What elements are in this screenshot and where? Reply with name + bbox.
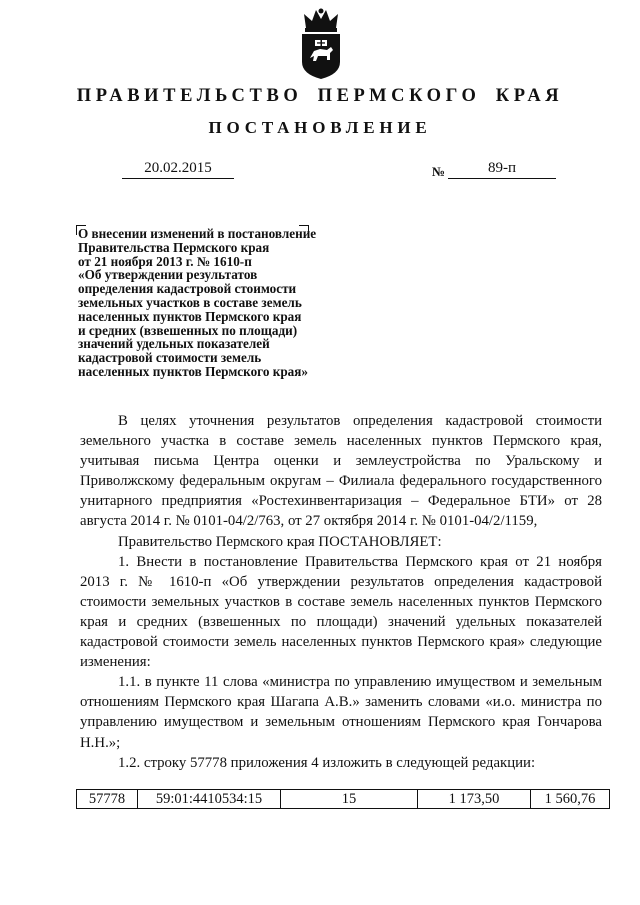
resolution-paragraph: Правительство Пермского края ПОСТАНОВЛЯЕТ: bbox=[118, 533, 442, 550]
subject-line: Правительства Пермского края bbox=[78, 239, 270, 255]
table-cell-row-number: 57778 bbox=[77, 790, 138, 809]
subject-line: «Об утверждении результатов bbox=[78, 267, 258, 283]
coat-of-arms-icon bbox=[296, 6, 346, 80]
decree-body bbox=[80, 411, 602, 773]
subject-line: населенных пунктов Пермского края bbox=[78, 308, 302, 324]
clause-1-1-paragraph: 1.1. в пункте 11 слова «министра по управлению имуществом и земельным отношениям Пермского края Шагапа А.В.» заменить словами «и.о. министра по управлению имуществом и земельным отношениям Пермского края Гончарова Н.Н.»; bbox=[80, 674, 602, 751]
table-cell-value-2: 1 560,76 bbox=[531, 790, 610, 809]
preamble-paragraph: В целях уточнения результатов определения кадастровой стоимости земельного участка в составе земель населенных пунктов Пермского края, учитывая письма Центра оценки и землеустройства по Уральскому и Приволжскому федеральным округам – Филиала федерального государственного унитарного предприятия «Ростехинвентаризация – Федеральное БТИ» от 28 августа 2014 г. № 0101-04/2/763, от 27 октября 2014 г. № 0101-04/2/1159, bbox=[80, 413, 602, 530]
decree-subject bbox=[78, 227, 368, 379]
subject-line: определения кадастровой стоимости bbox=[78, 281, 297, 297]
cadastral-table bbox=[76, 789, 610, 809]
subject-line: кадастровой стоимости земель bbox=[78, 350, 262, 366]
table-cell-cadastral-number: 59:01:4410534:15 bbox=[138, 790, 281, 809]
table-row bbox=[77, 790, 610, 809]
subject-line: земельных участков в составе земель bbox=[78, 294, 302, 310]
number-label: № bbox=[432, 164, 446, 179]
document-type: ПОСТАНОВЛЕНИЕ bbox=[208, 118, 432, 137]
subject-line: от 21 ноября 2013 г. № 1610-п bbox=[78, 253, 252, 269]
decree-date: 20.02.2015 bbox=[122, 160, 234, 179]
subject-line: и средних (взвешенных по площади) bbox=[78, 322, 298, 338]
decree-number: 89-п bbox=[448, 160, 556, 179]
table-cell-value-1: 1 173,50 bbox=[418, 790, 531, 809]
subject-line: населенных пунктов Пермского края» bbox=[78, 363, 308, 379]
government-title: ПРАВИТЕЛЬСТВО ПЕРМСКОГО КРАЯ bbox=[76, 86, 564, 106]
clause-1-paragraph: 1. Внести в постановление Правительства Пермского края от 21 ноября 2013 г. № 1610-п «Об утверждении результатов определения кадастровой стоимости земельных участков в составе земель населенных пунктов Пермского края и средних (взвешенных по площади) значений удельных показателей кадастровой стоимости земель населенных пунктов Пермского края» следующие изменения: bbox=[80, 553, 602, 671]
subject-line: О внесении изменений в постановление bbox=[78, 226, 317, 241]
table-cell-group: 15 bbox=[281, 790, 418, 809]
subject-line: значений удельных показателей bbox=[78, 336, 270, 352]
clause-1-2-paragraph: 1.2. строку 57778 приложения 4 изложить в следующей редакции: bbox=[118, 754, 536, 771]
